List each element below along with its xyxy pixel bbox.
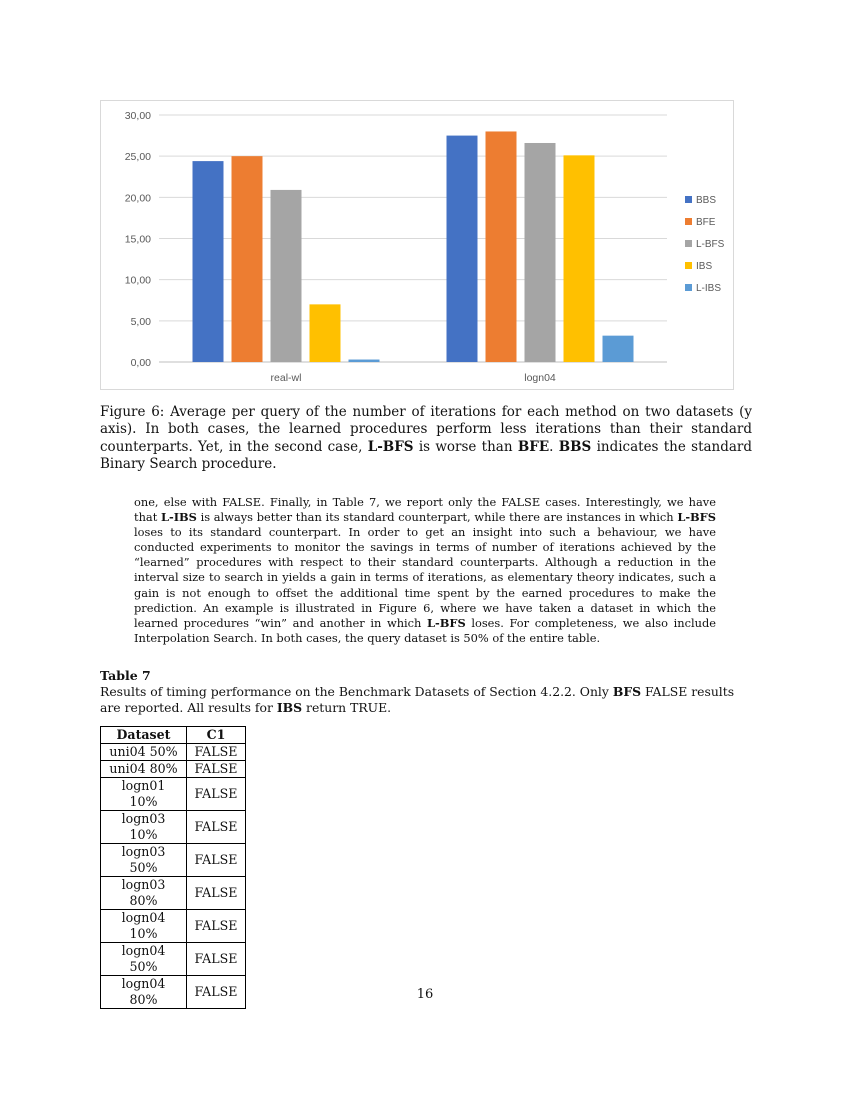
table-caption-text-1: Results of timing performance on the Benchmark Datasets of Section 4.2.2. Only [100,684,609,699]
bar-bfe-logn04 [486,131,517,362]
table-row [101,844,246,877]
legend-swatch [685,196,692,203]
figure-6-chart [100,100,734,390]
caption-text-1: Average per query of the number of iterations for each method on two datasets (y axis). In both cases, the learned procedures perform less iterations than their standard counterparts. Yet, in the second case, [100,404,753,455]
cell-c1: FALSE [187,778,246,811]
caption-prefix: Figure 6: [100,404,165,420]
y-tick-label: 30,00 [124,110,151,122]
bar-chart-svg [101,101,735,391]
bar-l-bfs-real-wl [271,190,302,362]
cell-c1: FALSE [187,844,246,877]
bar-l-bfs-logn04 [525,143,556,362]
legend-label: BBS [696,195,717,206]
y-tick-label: 10,00 [124,274,151,287]
table-row [101,744,246,761]
x-tick-label: real-wl [270,372,302,384]
legend-swatch [685,262,692,269]
bar-l-ibs-real-wl [349,360,380,362]
cell-c1: FALSE [187,877,246,910]
cell-dataset: uni04 50% [101,744,187,761]
legend-label: BFE [696,217,716,228]
caption-text-3: . [549,438,554,455]
table-caption [100,684,755,715]
figure-caption [100,404,752,474]
bar-bfe-real-wl [232,156,263,362]
table-caption-bold-bfs: BFS [612,684,642,699]
legend-label: IBS [696,261,713,272]
cell-dataset: logn04 10% [101,910,187,943]
table-row [101,778,246,811]
table-row [101,877,246,910]
body-paragraph [134,495,716,646]
cell-dataset: logn04 50% [101,943,187,976]
table-caption-bold-ibs: IBS [276,699,303,715]
table-header-row [101,727,246,744]
y-tick-label: 15,00 [124,233,151,246]
para-text-4: loses. For completeness, we also include Interpolation Search. In both cases, the query dataset is 50% of the entire table. [134,615,716,645]
cell-c1: FALSE [187,976,246,1009]
cell-c1: FALSE [187,744,246,761]
para-text-3: loses to its standard counterpart. In order to get an insight into such a behaviour, we have conducted experiments to monitor the savings in terms of number of iterations achieved by the “learned” procedures with respect to their standard counterparts. Although a reduction in the interval size to search in yields a gain in terms of iterations, as elementary theory indicates, such a gain is not enough to offset the additional time spent by the earned procedures to make the prediction. An example is illustrated in Figure 6, where we have taken a dataset in which the learned procedures “win” and another in which [134,525,716,630]
y-tick-label: 0,00 [130,357,151,369]
table-title: Table 7 [100,668,151,683]
para-bold-lbfs-1: L-BFS [677,510,716,525]
legend-label: L-BFS [696,239,725,250]
caption-bold-bbs: BBS [558,438,592,455]
bar-ibs-logn04 [564,155,595,362]
cell-c1: FALSE [187,910,246,943]
bar-l-ibs-logn04 [603,336,634,362]
y-tick-label: 25,00 [124,151,151,164]
cell-dataset: logn03 10% [101,811,187,844]
header-dataset: Dataset [101,727,187,744]
caption-text-4: indicates the standard Binary Search procedure. [100,438,753,473]
cell-c1: FALSE [187,761,246,778]
legend-swatch [685,240,692,247]
table-caption-text-3: return TRUE. [306,699,392,715]
x-tick-label: logn04 [524,372,556,384]
cell-dataset: logn04 80% [101,976,187,1009]
table-caption-text-2: FALSE results are reported. All results for [100,684,735,715]
table-row [101,943,246,976]
legend-swatch [685,284,692,291]
table-row [101,761,246,778]
caption-bold-lbfs: L-BFS [367,438,414,455]
bar-bbs-real-wl [193,161,224,362]
y-tick-label: 5,00 [130,315,151,328]
bar-bbs-logn04 [447,136,478,362]
legend-swatch [685,218,692,225]
cell-dataset: logn03 80% [101,877,187,910]
cell-dataset: uni04 80% [101,761,187,778]
caption-text-2: is worse than [418,438,513,455]
para-bold-libs: L-IBS [160,510,197,525]
header-c1: C1 [187,727,246,744]
bar-ibs-real-wl [310,304,341,362]
table-row [101,910,246,943]
y-tick-label: 20,00 [124,192,151,205]
cell-c1: FALSE [187,943,246,976]
legend-label: L-IBS [696,283,722,294]
para-text-2: is always better than its standard counterpart, while there are instances in which [200,510,674,525]
cell-c1: FALSE [187,811,246,844]
table-row [101,811,246,844]
cell-dataset: logn01 10% [101,778,187,811]
page-number: 16 [416,987,434,1002]
cell-dataset: logn03 50% [101,844,187,877]
caption-bold-bfe: BFE [517,438,550,455]
results-table [100,726,246,1009]
para-bold-lbfs-2: L-BFS [427,615,466,630]
para-text-1: one, else with FALSE. Finally, in Table 7, we report only the FALSE cases. Interestingly, we have that [134,495,716,525]
